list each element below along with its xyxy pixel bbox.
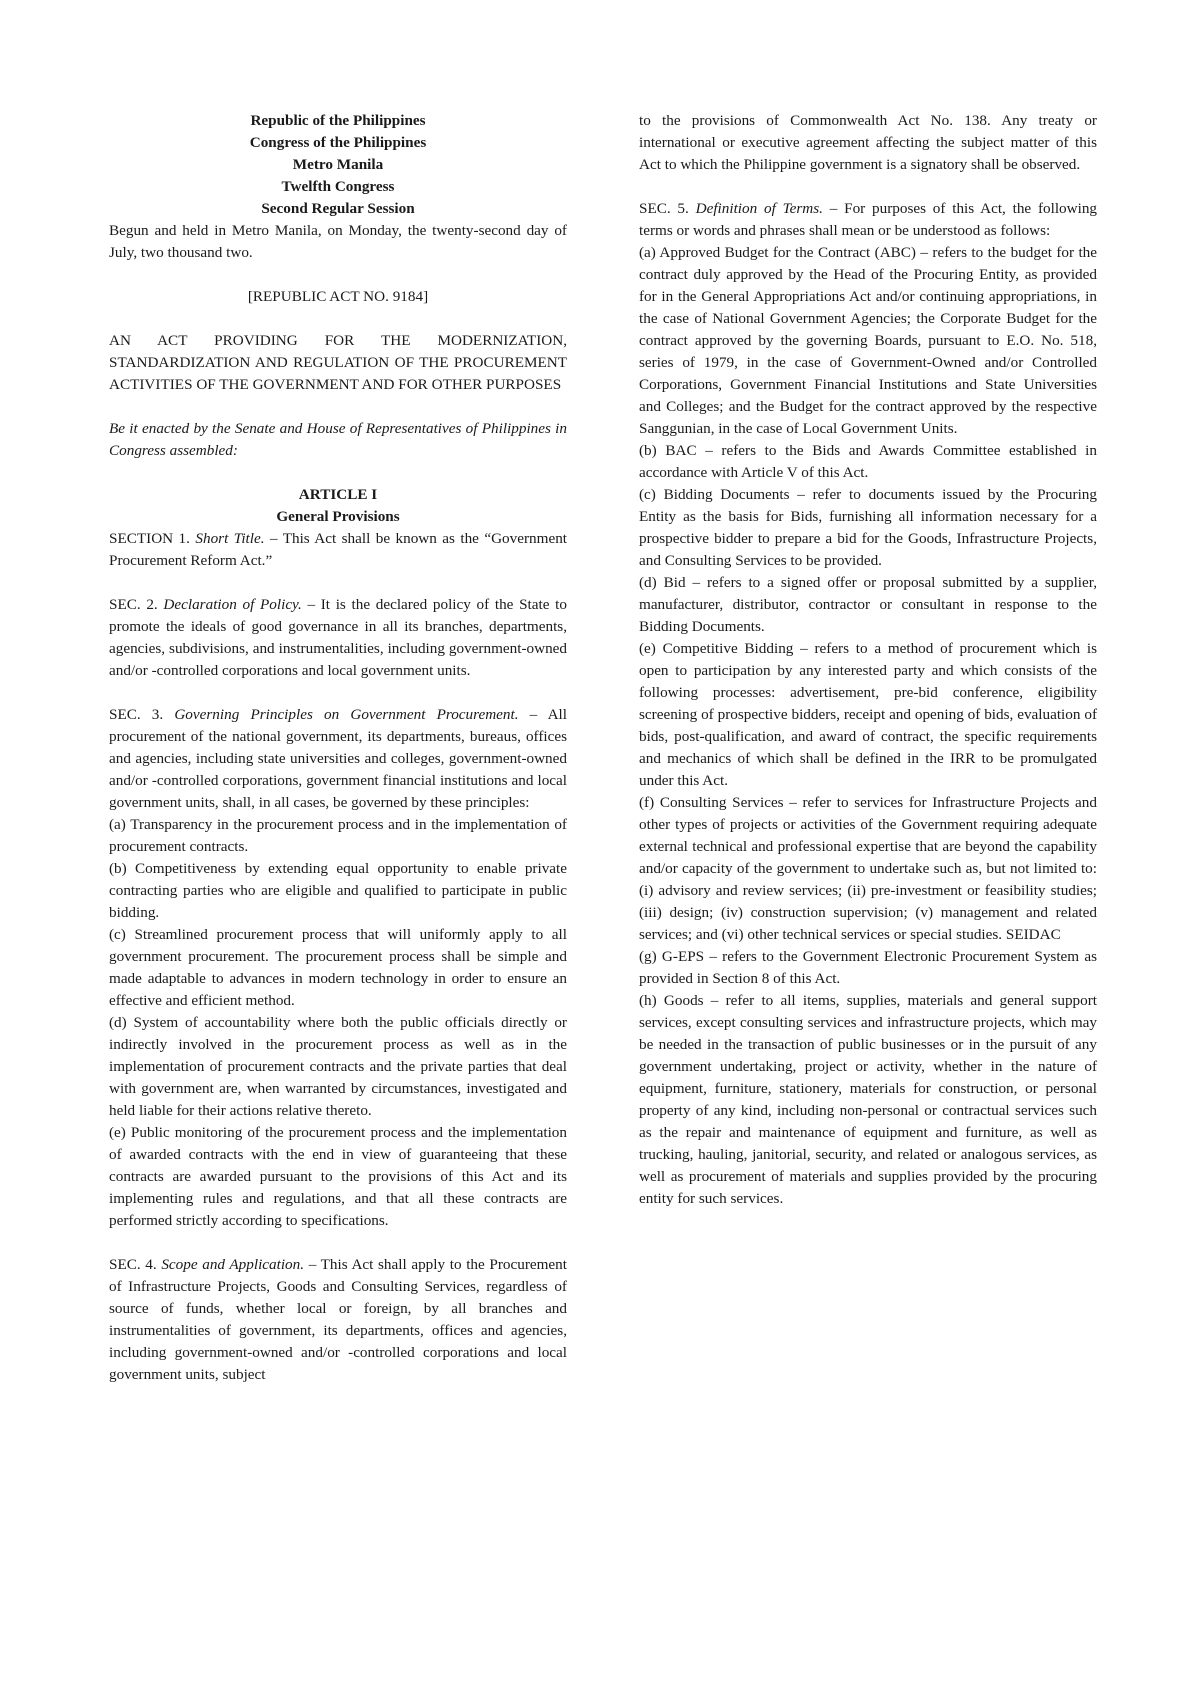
definition-goods: (h) Goods – refer to all items, supplies, materials and general support services, except consulting services and infrastructure projects, which may be needed in the transaction of public businesses or in the pursuit of any government undertaking, project or activity, whether in the nature of equipment, furniture, stationery, materials for construction, or personal property of any kind, including non-personal or contractual services such as the repair and maintenance of equipment and furniture, as well as trucking, hauling, janitorial, security, and related or analogous services, as well as procurement of materials and supplies provided by the procuring entity for such services. [639, 992, 1097, 1207]
section-1 [109, 528, 567, 572]
section-3 [109, 704, 567, 814]
section-3-item: (c) Streamlined procurement process that will uniformly apply to all government procurement. The procurement process shall be simple and made adaptable to advances in modern technology in order to ensure an effective and efficient method. [109, 926, 567, 1009]
section-3-item: (a) Transparency in the procurement process and in the implementation of procurement contracts. [109, 816, 567, 855]
header-congress-number: Twelfth Congress [281, 178, 395, 195]
definition-g-eps: (g) G-EPS – refers to the Government Electronic Procurement System as provided in Section 8 of this Act. [639, 948, 1097, 987]
right-column [639, 110, 1097, 1210]
section-2-prefix: SEC. 2. [109, 596, 164, 613]
section-3-item: (e) Public monitoring of the procurement process and the implementation of awarded contracts with the end in view of guaranteeing that these contracts are awarded pursuant to the provisions of this Act and its implementing rules and regulations, and that all these contracts are performed strictly according to specifications. [109, 1124, 567, 1229]
section-4-body: – This Act shall apply to the Procurement of Infrastructure Projects, Goods and Consulting Services, regardless of source of funds, whether local or foreign, by all branches and instrumentalities of government, its departments, offices and agencies, including government-owned and/or -controlled corporations and local government units, subject [109, 1256, 567, 1383]
section-1-prefix: SECTION 1. [109, 530, 196, 547]
section-3-body: – All procurement of the national government, its departments, bureaus, offices and agencies, including state universities and colleges, government-owned and/or -controlled corporations, government financial institutions and local government units, shall, in all cases, be governed by these principles: [109, 706, 567, 811]
section-3-item: (d) System of accountability where both the public officials directly or indirectly involved in the procurement process as well as in the implementation of procurement contracts and the private parties that deal with government are, when warranted by circumstances, investigated and held liable for their actions relative thereto. [109, 1014, 567, 1119]
header-session: Second Regular Session [261, 200, 415, 217]
section-3-prefix: SEC. 3. [109, 706, 175, 723]
section-4-prefix: SEC. 4. [109, 1256, 162, 1273]
section-1-body: – This Act shall be known as the “Government Procurement Reform Act.” [109, 530, 568, 569]
definition-consulting-services: (f) Consulting Services – refer to services for Infrastructure Projects and other types of projects or activities of the Government requiring adequate external technical and professional expertise that are beyond the capability and/or capacity of the government to undertake such as, but not limited to: (i) advisory and review services; (ii) pre-investment or feasibility studies; (iii) design; (iv) construction supervision; (v) management and related services; and (vi) other technical services or special studies. SEIDAC [639, 794, 1097, 943]
header-location: Metro Manila [292, 156, 384, 173]
article-name: General Provisions [276, 508, 400, 525]
section-2-heading: Declaration of Policy. [163, 596, 302, 613]
article-number: ARTICLE I [298, 486, 378, 503]
section-3-item: (b) Competitiveness by extending equal opportunity to enable private contracting parties who are eligible and qualified to participate in public bidding. [109, 860, 567, 921]
section-4-heading: Scope and Application. [161, 1256, 305, 1273]
section-1-heading: Short Title. [195, 530, 265, 547]
left-column [109, 110, 567, 1386]
section-5-heading: Definition of Terms. [695, 200, 823, 217]
section-5-body: – For purposes of this Act, the following terms or words and phrases shall mean or be understood as follows: [639, 200, 1098, 239]
definition-competitive-bidding: (e) Competitive Bidding – refers to a method of procurement which is open to participation by any interested party and which consists of the following processes: advertisement, pre-bid conference, eligibility screening of prospective bidders, receipt and opening of bids, evaluation of bids, post-qualification, and award of contract, the specific requirements and mechanics of which shall be defined in the IRR to be promulgated under this Act. [639, 640, 1097, 789]
section-2 [109, 594, 567, 682]
definition-abc: (a) Approved Budget for the Contract (ABC) – refers to the budget for the contract duly approved by the Head of the Procuring Entity, as provided for in the General Appropriations Act and/or continuing appropriations, in the case of National Government Agencies; the Corporate Budget for the contract approved by the governing Boards, pursuant to E.O. No. 518, series of 1979, in the case of Government-Owned and/or Controlled Corporations, Government Financial Institutions and State Universities and Colleges; and the Budget for the contract approved by the respective Sanggunian, in the case of Local Government Units. [639, 244, 1097, 437]
definition-bac: (b) BAC – refers to the Bids and Awards Committee established in accordance with Article V of this Act. [639, 442, 1097, 481]
republic-act-number: [REPUBLIC ACT NO. 9184] [247, 288, 429, 305]
header-republic: Republic of the Philippines [250, 112, 426, 129]
section-5-prefix: SEC. 5. [639, 200, 696, 217]
section-2-body: – It is the declared policy of the State to promote the ideals of good governance in all its branches, departments, agencies, subdivisions, and instrumentalities, including government-owned and/or -controlled corporations and local government units. [109, 596, 567, 679]
header-congress: Congress of the Philippines [249, 134, 427, 151]
definition-bidding-documents: (c) Bidding Documents – refer to documents issued by the Procuring Entity as the basis for Bids, furnishing all information necessary for a prospective bidder to prepare a bid for the Goods, Infrastructure Projects, and Consulting Services to be provided. [639, 486, 1097, 569]
section-5 [639, 198, 1097, 242]
act-title: AN ACT PROVIDING FOR THE MODERNIZATION, STANDARDIZATION AND REGULATION OF THE PROCUREMENT ACTIVITIES OF THE GOVERNMENT AND FOR OTHER PURPOSES [109, 332, 567, 393]
enacting-clause: Be it enacted by the Senate and House of Representatives of Philippines in Congress assembled: [109, 420, 567, 459]
section-4-continuation: to the provisions of Commonwealth Act No. 138. Any treaty or international or executive agreement affecting the subject matter of this Act to which the Philippine government is a signatory shall be observed. [639, 112, 1097, 173]
definition-bid: (d) Bid – refers to a signed offer or proposal submitted by a supplier, manufacturer, distributor, contractor or consultant in response to the Bidding Documents. [639, 574, 1097, 635]
intro-text: Begun and held in Metro Manila, on Monday, the twenty-second day of July, two thousand two. [109, 222, 567, 261]
section-3-heading: Governing Principles on Government Procurement. [174, 706, 519, 723]
section-4 [109, 1254, 567, 1386]
